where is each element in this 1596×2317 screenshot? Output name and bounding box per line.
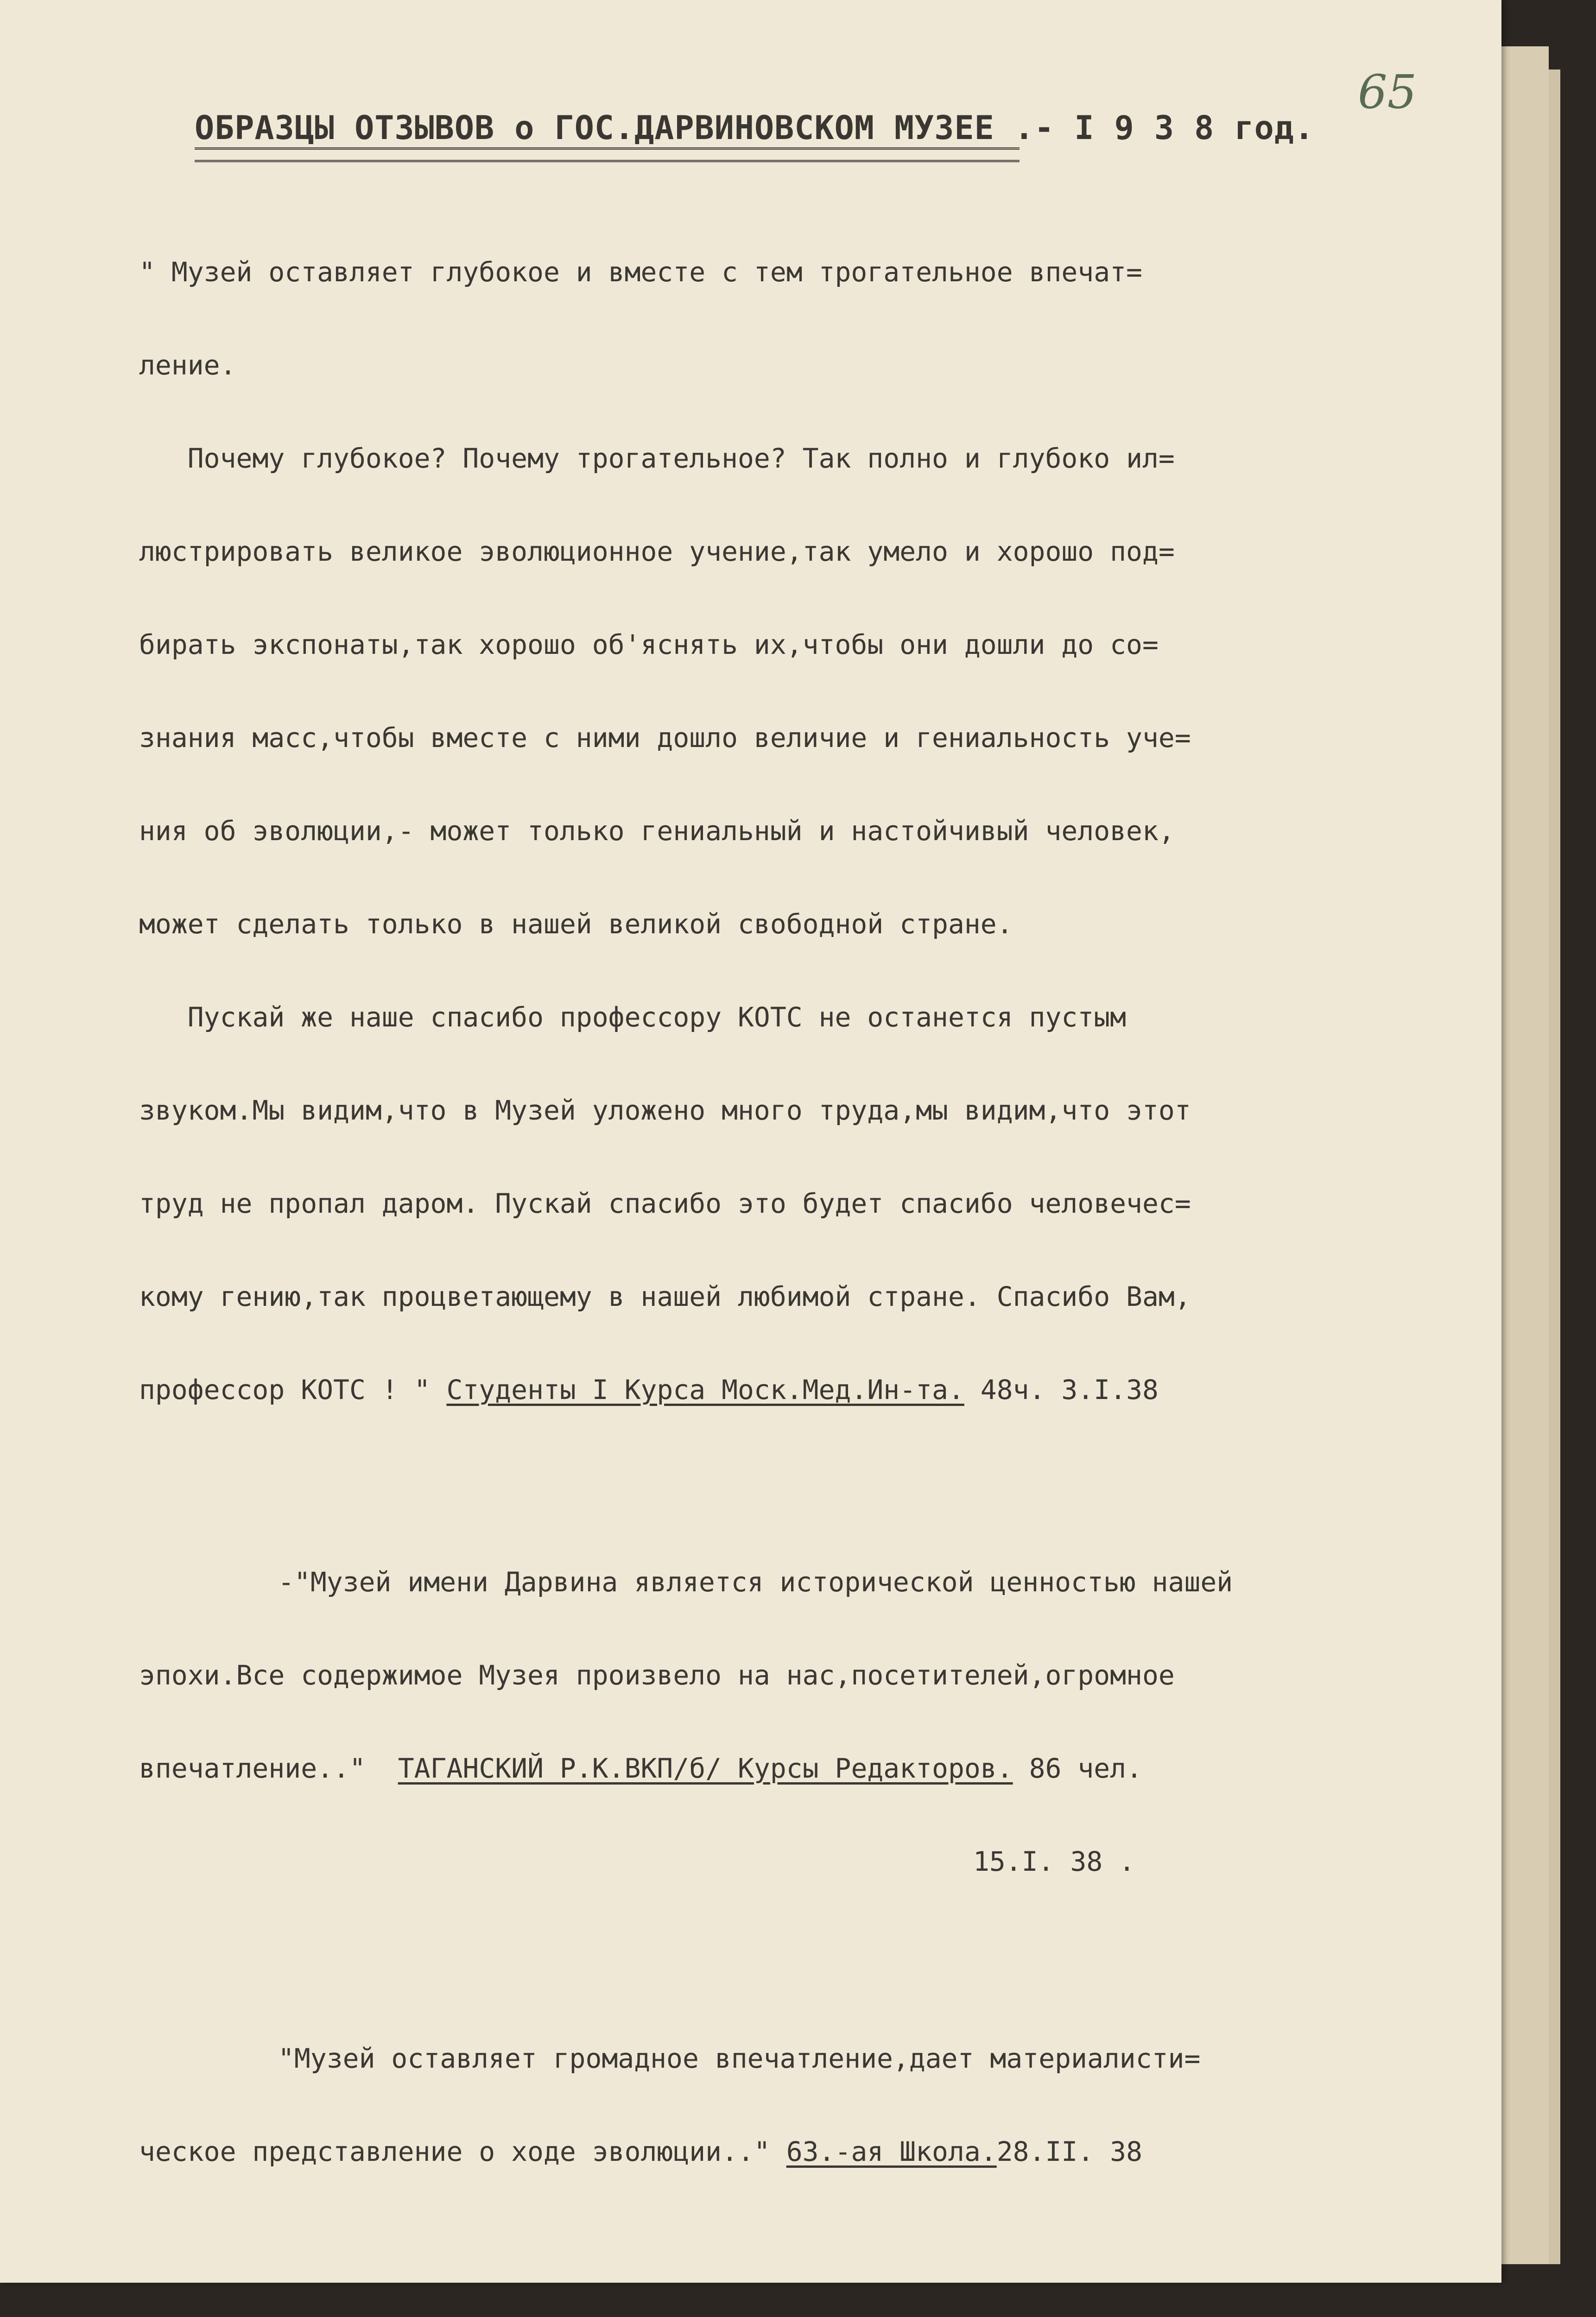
- review-detail: 48ч. 3.I.38: [980, 1374, 1159, 1405]
- review-entry: [139, 1981, 1464, 2229]
- review-line: "Музей оставляет громадное впечатление,дает материалисти=: [278, 2043, 1201, 2074]
- handwritten-page-number: 65: [1358, 65, 1417, 119]
- review-line: [139, 2136, 1464, 2167]
- review-line: кому гению,так процветающему в нашей любимой стране. Спасибо Вам,: [139, 1281, 1191, 1312]
- review-line: Почему глубокое? Почему трогательное? Так полно и глубоко ил=: [139, 443, 1175, 474]
- review-entry: [139, 2266, 1464, 2317]
- review-line: -"Музей имени Дарвина является исторической ценностью нашей: [278, 1566, 1233, 1598]
- review-line: знания масс,чтобы вместе с ними дошло величие и гениальность уче=: [139, 722, 1191, 753]
- review-entry: [139, 195, 1464, 1468]
- review-line: [139, 1374, 1464, 1405]
- review-line: труд не пропал даром. Пускай спасибо это будет спасибо человечес=: [139, 1188, 1191, 1219]
- review-date: 15.I. 38 .: [973, 1846, 1135, 1877]
- review-line: [139, 1753, 1464, 1784]
- review-line: ление.: [139, 349, 236, 381]
- review-source: ТАГАНСКИЙ Р.К.ВКП/б/ Курсы Редакторов.: [398, 1753, 1013, 1784]
- review-line: ния об эволюции,- может только гениальный и настойчивый человек,: [139, 815, 1175, 847]
- review-line: эпохи.Все содержимое Музея произвело на нас,посетителей,огромное: [139, 1659, 1175, 1691]
- review-line-end: ческое представление о ходе эволюции..": [139, 2136, 770, 2167]
- review-line: Пускай же наше спасибо профессору КОТС не останется пустым: [139, 1001, 1127, 1033]
- review-detail: 86 чел.: [1029, 1753, 1142, 1784]
- title-underline: [195, 147, 1020, 162]
- document-title: ОБРАЗЦЫ ОТЗЫВОВ о ГОС.ДАРВИНОВСКОМ МУЗЕЕ .- I 9 3 8 год.: [195, 109, 1315, 147]
- reviews-body: [139, 195, 1464, 2317]
- review-line: люстрировать великое эволюционное учение,так умело и хорошо под=: [139, 536, 1175, 567]
- review-line-end: профессор КОТС ! ": [139, 1374, 431, 1405]
- review-line: бирать экспонаты,так хорошо об'яснять их,чтобы они дошли до со=: [139, 629, 1159, 660]
- review-source: Студенты I Курса Моск.Мед.Ин-та.: [446, 1374, 964, 1405]
- review-line: звуком.Мы видим,что в Музей уложено много труда,мы видим,что этот: [139, 1095, 1191, 1126]
- review-line: может сделать только в нашей великой свободной стране.: [139, 908, 1013, 940]
- review-line-end: впечатление..": [139, 1753, 366, 1784]
- review-line: " Музей оставляет глубокое и вместе с тем трогательное впечат=: [139, 256, 1142, 288]
- review-source: 63.-ая Школа.: [786, 2136, 997, 2167]
- review-entry: [139, 1505, 1464, 1939]
- review-detail: 28.II. 38: [996, 2136, 1142, 2167]
